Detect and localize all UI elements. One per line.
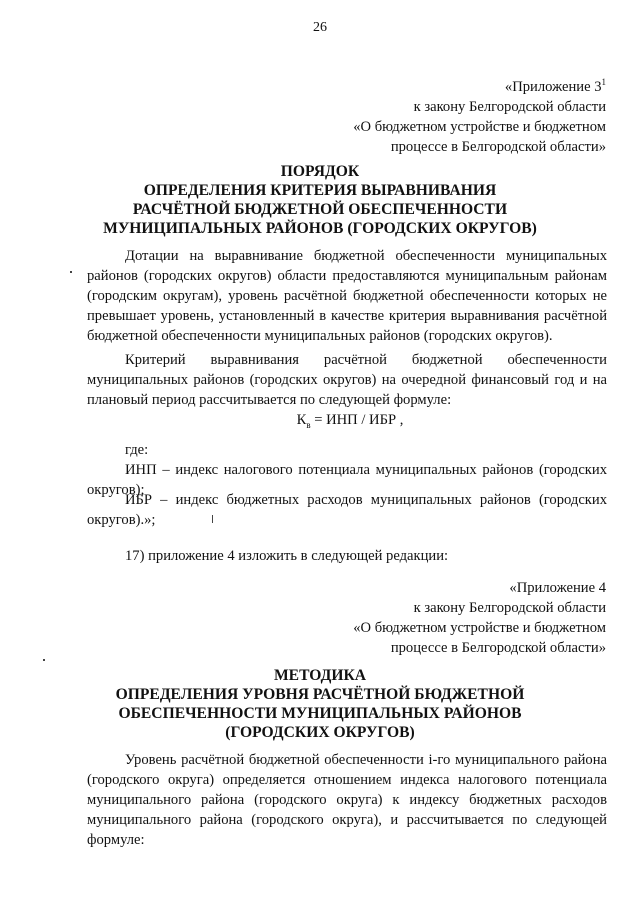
appendix-4-line2: к закону Белгородской области [413, 600, 606, 616]
paragraph-subsidies: Дотации на выравнивание бюджетной обеспеченности муниципальных районов (городских округов) области предоставляются муниципальным районам (городским округам), уровень расчётной бюджетной обеспеченности которых не превышает уровень, установленный в качестве критерия выравнивания расчётной бюджетной обеспеченности муниципальных районов (городских округов). [87, 248, 607, 344]
paragraph-level: Уровень расчётной бюджетной обеспеченности i-го муниципального района (городского округа) определяется отношением индекса налогового потенциала муниципального района (городского округа) к индексу бюджетных расходов муниципального района (городского округа), и рассчитывается по следующей формуле: [87, 752, 607, 848]
paragraph-criterion: Критерий выравнивания расчётной бюджетной обеспеченности муниципальных районов (городских округов) на очередной финансовый год и на плановый период рассчитывается по следующей формуле: [87, 352, 607, 408]
heading-procedure-line1: ПОРЯДОК [280, 163, 360, 180]
scan-speck [43, 659, 45, 661]
scan-speck [70, 271, 72, 273]
heading-procedure-line2: ОПРЕДЕЛЕНИЯ КРИТЕРИЯ ВЫРАВНИВАНИЯ [143, 182, 497, 199]
formula-lhs-subscript: в [306, 419, 311, 430]
page-number: 26 [313, 20, 327, 35]
formula-rhs: = ИНП / ИБР , [310, 412, 404, 428]
scan-speck [212, 515, 213, 523]
appendix-4-line1: «Приложение 4 [509, 580, 606, 596]
appendix-3-1-line4: процессе в Белгородской области» [390, 139, 606, 155]
heading-methodology-line2: ОПРЕДЕЛЕНИЯ УРОВНЯ РАСЧЁТНОЙ БЮДЖЕТНОЙ [115, 686, 525, 703]
definition-inp: ИНП – индекс налогового потенциала муниципальных районов (городских округов); [87, 462, 607, 498]
formula-lhs: К [296, 412, 307, 428]
appendix-3-1-line2: к закону Белгородской области [413, 99, 606, 115]
appendix-4-line4: процессе в Белгородской области» [390, 640, 606, 656]
heading-procedure-line3: РАСЧЁТНОЙ БЮДЖЕТНОЙ ОБЕСПЕЧЕННОСТИ [132, 201, 508, 218]
appendix-3-1-superscript: 1 [601, 77, 606, 87]
appendix-3-1-header [353, 72, 606, 157]
appendix-3-1-line1: «Приложение $3^1$ [504, 77, 606, 95]
appendix-4-line3: «О бюджетном устройстве и бюджетном [353, 620, 606, 636]
appendix-3-1-line3: «О бюджетном устройстве и бюджетном [353, 119, 606, 135]
heading-methodology [40, 666, 600, 742]
item-17: 17) приложение 4 изложить в следующей редакции: [125, 548, 449, 564]
appendix-4-header [353, 578, 606, 658]
heading-procedure [40, 162, 600, 238]
heading-procedure-line4: МУНИЦИПАЛЬНЫХ РАЙОНОВ (ГОРОДСКИХ ОКРУГОВ) [103, 220, 537, 237]
formula-criterion [0, 412, 640, 430]
where-label: где: [125, 442, 149, 458]
definition-ibr: ИБР – индекс бюджетных расходов муниципальных районов (городских округов).»; [87, 492, 607, 528]
heading-methodology-line1: МЕТОДИКА [273, 667, 367, 684]
heading-methodology-line4: (ГОРОДСКИХ ОКРУГОВ) [225, 724, 415, 741]
heading-methodology-line3: ОБЕСПЕЧЕННОСТИ МУНИЦИПАЛЬНЫХ РАЙОНОВ [118, 705, 522, 722]
